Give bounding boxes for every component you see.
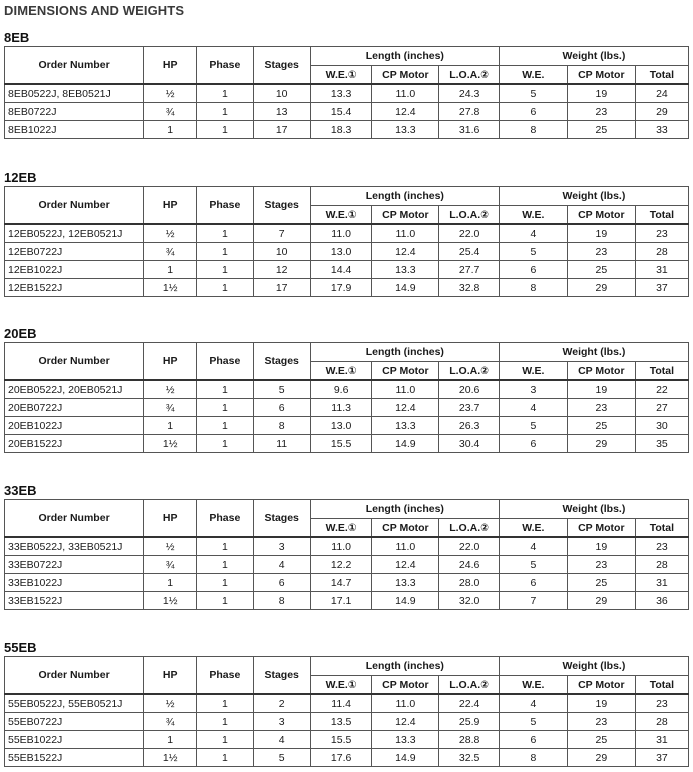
header-hp: HP bbox=[144, 343, 197, 381]
cell-total: 28 bbox=[635, 243, 688, 261]
cell-we-len: 15.5 bbox=[310, 731, 372, 749]
cell-we-wt: 3 bbox=[499, 380, 567, 399]
cell-stages: 5 bbox=[253, 749, 310, 767]
cell-we-wt: 5 bbox=[499, 84, 567, 103]
header-we-length: W.E.① bbox=[310, 66, 372, 85]
cell-loa: 28.0 bbox=[439, 574, 500, 592]
cell-we-len: 11.0 bbox=[310, 537, 372, 556]
header-we-weight: W.E. bbox=[499, 676, 567, 695]
cell-stages: 10 bbox=[253, 243, 310, 261]
header-cp-motor-weight: CP Motor bbox=[567, 206, 635, 225]
section-title: 33EB bbox=[4, 483, 37, 498]
cell-order: 20EB0522J, 20EB0521J bbox=[5, 380, 144, 399]
cell-total: 29 bbox=[635, 103, 688, 121]
header-weight-group: Weight (lbs.) bbox=[499, 657, 688, 676]
cell-stages: 7 bbox=[253, 224, 310, 243]
cell-we-len: 9.6 bbox=[310, 380, 372, 399]
cell-cp-motor-wt: 23 bbox=[567, 243, 635, 261]
cell-we-len: 13.5 bbox=[310, 713, 372, 731]
header-cp-motor-weight: CP Motor bbox=[567, 362, 635, 381]
header-order-number: Order Number bbox=[5, 47, 144, 85]
cell-total: 37 bbox=[635, 279, 688, 297]
cell-order: 20EB1522J bbox=[5, 435, 144, 453]
cell-order: 12EB0522J, 12EB0521J bbox=[5, 224, 144, 243]
cell-cp-motor-wt: 19 bbox=[567, 537, 635, 556]
cell-loa: 20.6 bbox=[439, 380, 500, 399]
cell-total: 33 bbox=[635, 121, 688, 139]
cell-hp: ½ bbox=[144, 224, 197, 243]
header-cp-motor-length: CP Motor bbox=[372, 519, 439, 538]
cell-cp-motor-len: 11.0 bbox=[372, 537, 439, 556]
header-cp-motor-length: CP Motor bbox=[372, 676, 439, 695]
cell-stages: 10 bbox=[253, 84, 310, 103]
cell-cp-motor-wt: 23 bbox=[567, 103, 635, 121]
cell-hp: 1 bbox=[144, 261, 197, 279]
cell-cp-motor-wt: 25 bbox=[567, 121, 635, 139]
header-phase: Phase bbox=[197, 47, 253, 85]
header-we-weight: W.E. bbox=[499, 66, 567, 85]
cell-order: 12EB0722J bbox=[5, 243, 144, 261]
cell-phase: 1 bbox=[197, 121, 253, 139]
cell-hp: 1 bbox=[144, 417, 197, 435]
header-loa: L.O.A.② bbox=[439, 362, 500, 381]
header-length-group: Length (inches) bbox=[310, 47, 499, 66]
cell-we-wt: 8 bbox=[499, 121, 567, 139]
cell-cp-motor-len: 14.9 bbox=[372, 749, 439, 767]
cell-we-len: 13.0 bbox=[310, 243, 372, 261]
cell-we-len: 12.2 bbox=[310, 556, 372, 574]
header-cp-motor-length: CP Motor bbox=[372, 66, 439, 85]
cell-order: 20EB1022J bbox=[5, 417, 144, 435]
cell-we-len: 18.3 bbox=[310, 121, 372, 139]
cell-loa: 32.8 bbox=[439, 279, 500, 297]
cell-stages: 12 bbox=[253, 261, 310, 279]
cell-we-len: 14.4 bbox=[310, 261, 372, 279]
header-total: Total bbox=[635, 66, 688, 85]
header-length-group: Length (inches) bbox=[310, 500, 499, 519]
cell-loa: 26.3 bbox=[439, 417, 500, 435]
cell-we-wt: 6 bbox=[499, 435, 567, 453]
cell-phase: 1 bbox=[197, 261, 253, 279]
cell-total: 30 bbox=[635, 417, 688, 435]
cell-cp-motor-wt: 25 bbox=[567, 417, 635, 435]
cell-loa: 27.8 bbox=[439, 103, 500, 121]
cell-phase: 1 bbox=[197, 279, 253, 297]
header-stages: Stages bbox=[253, 657, 310, 695]
cell-total: 31 bbox=[635, 574, 688, 592]
header-cp-motor-length: CP Motor bbox=[372, 206, 439, 225]
header-phase: Phase bbox=[197, 343, 253, 381]
cell-stages: 3 bbox=[253, 537, 310, 556]
cell-hp: ½ bbox=[144, 84, 197, 103]
cell-loa: 25.4 bbox=[439, 243, 500, 261]
header-hp: HP bbox=[144, 187, 197, 225]
cell-order: 12EB1022J bbox=[5, 261, 144, 279]
header-stages: Stages bbox=[253, 187, 310, 225]
section-33eb bbox=[4, 482, 689, 610]
cell-cp-motor-len: 12.4 bbox=[372, 103, 439, 121]
header-stages: Stages bbox=[253, 47, 310, 85]
header-weight-group: Weight (lbs.) bbox=[499, 500, 688, 519]
header-order-number: Order Number bbox=[5, 187, 144, 225]
cell-stages: 2 bbox=[253, 694, 310, 713]
cell-order: 8EB1022J bbox=[5, 121, 144, 139]
spec-table bbox=[4, 656, 689, 767]
table-row bbox=[5, 694, 689, 713]
header-loa: L.O.A.② bbox=[439, 676, 500, 695]
cell-total: 28 bbox=[635, 556, 688, 574]
cell-total: 31 bbox=[635, 731, 688, 749]
section-55eb bbox=[4, 639, 689, 767]
cell-hp: 1½ bbox=[144, 749, 197, 767]
cell-loa: 32.5 bbox=[439, 749, 500, 767]
cell-hp: ½ bbox=[144, 694, 197, 713]
header-hp: HP bbox=[144, 47, 197, 85]
cell-we-len: 15.5 bbox=[310, 435, 372, 453]
cell-cp-motor-len: 11.0 bbox=[372, 84, 439, 103]
cell-order: 8EB0522J, 8EB0521J bbox=[5, 84, 144, 103]
cell-order: 33EB1522J bbox=[5, 592, 144, 610]
cell-loa: 27.7 bbox=[439, 261, 500, 279]
cell-hp: ¾ bbox=[144, 243, 197, 261]
cell-we-wt: 4 bbox=[499, 694, 567, 713]
table-row bbox=[5, 749, 689, 767]
cell-we-len: 17.6 bbox=[310, 749, 372, 767]
cell-cp-motor-wt: 29 bbox=[567, 592, 635, 610]
cell-loa: 24.6 bbox=[439, 556, 500, 574]
cell-cp-motor-wt: 19 bbox=[567, 224, 635, 243]
header-length-group: Length (inches) bbox=[310, 657, 499, 676]
table-row bbox=[5, 261, 689, 279]
table-row bbox=[5, 574, 689, 592]
header-total: Total bbox=[635, 676, 688, 695]
header-loa: L.O.A.② bbox=[439, 66, 500, 85]
cell-phase: 1 bbox=[197, 84, 253, 103]
cell-we-len: 17.1 bbox=[310, 592, 372, 610]
table-row bbox=[5, 713, 689, 731]
cell-hp: 1 bbox=[144, 121, 197, 139]
section-title: 12EB bbox=[4, 170, 37, 185]
cell-cp-motor-len: 12.4 bbox=[372, 713, 439, 731]
cell-hp: ½ bbox=[144, 537, 197, 556]
cell-order: 55EB0522J, 55EB0521J bbox=[5, 694, 144, 713]
cell-total: 23 bbox=[635, 224, 688, 243]
table-row bbox=[5, 556, 689, 574]
cell-phase: 1 bbox=[197, 224, 253, 243]
cell-we-wt: 5 bbox=[499, 713, 567, 731]
header-weight-group: Weight (lbs.) bbox=[499, 47, 688, 66]
cell-loa: 22.0 bbox=[439, 537, 500, 556]
cell-hp: ½ bbox=[144, 380, 197, 399]
cell-phase: 1 bbox=[197, 592, 253, 610]
cell-stages: 5 bbox=[253, 380, 310, 399]
cell-stages: 17 bbox=[253, 279, 310, 297]
cell-order: 33EB0522J, 33EB0521J bbox=[5, 537, 144, 556]
cell-phase: 1 bbox=[197, 537, 253, 556]
section-title: 20EB bbox=[4, 326, 37, 341]
cell-hp: ¾ bbox=[144, 399, 197, 417]
cell-stages: 6 bbox=[253, 399, 310, 417]
cell-loa: 25.9 bbox=[439, 713, 500, 731]
cell-stages: 11 bbox=[253, 435, 310, 453]
header-weight-group: Weight (lbs.) bbox=[499, 343, 688, 362]
cell-loa: 32.0 bbox=[439, 592, 500, 610]
table-row bbox=[5, 537, 689, 556]
cell-we-wt: 6 bbox=[499, 731, 567, 749]
cell-stages: 3 bbox=[253, 713, 310, 731]
cell-cp-motor-len: 11.0 bbox=[372, 694, 439, 713]
cell-we-len: 13.3 bbox=[310, 84, 372, 103]
header-total: Total bbox=[635, 362, 688, 381]
cell-total: 22 bbox=[635, 380, 688, 399]
cell-phase: 1 bbox=[197, 556, 253, 574]
cell-we-wt: 6 bbox=[499, 103, 567, 121]
header-loa: L.O.A.② bbox=[439, 519, 500, 538]
table-row bbox=[5, 103, 689, 121]
header-hp: HP bbox=[144, 500, 197, 538]
cell-hp: ¾ bbox=[144, 103, 197, 121]
cell-cp-motor-wt: 19 bbox=[567, 694, 635, 713]
cell-hp: ¾ bbox=[144, 556, 197, 574]
cell-stages: 17 bbox=[253, 121, 310, 139]
cell-cp-motor-len: 13.3 bbox=[372, 574, 439, 592]
header-cp-motor-weight: CP Motor bbox=[567, 676, 635, 695]
cell-cp-motor-wt: 19 bbox=[567, 84, 635, 103]
cell-phase: 1 bbox=[197, 731, 253, 749]
table-row bbox=[5, 84, 689, 103]
cell-we-wt: 6 bbox=[499, 574, 567, 592]
cell-loa: 28.8 bbox=[439, 731, 500, 749]
cell-stages: 13 bbox=[253, 103, 310, 121]
cell-we-wt: 7 bbox=[499, 592, 567, 610]
cell-cp-motor-len: 12.4 bbox=[372, 556, 439, 574]
cell-cp-motor-wt: 29 bbox=[567, 435, 635, 453]
cell-hp: 1 bbox=[144, 731, 197, 749]
cell-we-len: 13.0 bbox=[310, 417, 372, 435]
cell-phase: 1 bbox=[197, 435, 253, 453]
cell-order: 12EB1522J bbox=[5, 279, 144, 297]
cell-cp-motor-len: 13.3 bbox=[372, 121, 439, 139]
cell-total: 35 bbox=[635, 435, 688, 453]
cell-cp-motor-wt: 29 bbox=[567, 749, 635, 767]
cell-stages: 8 bbox=[253, 417, 310, 435]
cell-cp-motor-len: 13.3 bbox=[372, 731, 439, 749]
cell-we-wt: 4 bbox=[499, 537, 567, 556]
table-row bbox=[5, 731, 689, 749]
cell-cp-motor-len: 14.9 bbox=[372, 279, 439, 297]
header-we-length: W.E.① bbox=[310, 206, 372, 225]
section-title: 55EB bbox=[4, 640, 37, 655]
header-order-number: Order Number bbox=[5, 343, 144, 381]
table-row bbox=[5, 435, 689, 453]
cell-we-wt: 5 bbox=[499, 556, 567, 574]
cell-loa: 31.6 bbox=[439, 121, 500, 139]
cell-cp-motor-wt: 19 bbox=[567, 380, 635, 399]
table-row bbox=[5, 224, 689, 243]
cell-hp: 1½ bbox=[144, 592, 197, 610]
cell-hp: 1½ bbox=[144, 279, 197, 297]
table-row bbox=[5, 417, 689, 435]
header-we-length: W.E.① bbox=[310, 676, 372, 695]
cell-order: 33EB0722J bbox=[5, 556, 144, 574]
header-loa: L.O.A.② bbox=[439, 206, 500, 225]
cell-total: 36 bbox=[635, 592, 688, 610]
cell-phase: 1 bbox=[197, 417, 253, 435]
cell-we-wt: 8 bbox=[499, 279, 567, 297]
cell-cp-motor-wt: 25 bbox=[567, 574, 635, 592]
header-we-weight: W.E. bbox=[499, 206, 567, 225]
section-12eb bbox=[4, 169, 689, 297]
cell-phase: 1 bbox=[197, 694, 253, 713]
section-8eb bbox=[4, 29, 689, 139]
cell-phase: 1 bbox=[197, 380, 253, 399]
header-weight-group: Weight (lbs.) bbox=[499, 187, 688, 206]
cell-total: 31 bbox=[635, 261, 688, 279]
header-length-group: Length (inches) bbox=[310, 187, 499, 206]
header-cp-motor-length: CP Motor bbox=[372, 362, 439, 381]
header-phase: Phase bbox=[197, 500, 253, 538]
header-we-weight: W.E. bbox=[499, 519, 567, 538]
header-we-weight: W.E. bbox=[499, 362, 567, 381]
cell-stages: 8 bbox=[253, 592, 310, 610]
cell-order: 55EB0722J bbox=[5, 713, 144, 731]
cell-cp-motor-wt: 25 bbox=[567, 261, 635, 279]
cell-hp: 1½ bbox=[144, 435, 197, 453]
cell-total: 37 bbox=[635, 749, 688, 767]
header-total: Total bbox=[635, 206, 688, 225]
cell-cp-motor-len: 12.4 bbox=[372, 399, 439, 417]
header-hp: HP bbox=[144, 657, 197, 695]
cell-phase: 1 bbox=[197, 749, 253, 767]
cell-cp-motor-wt: 23 bbox=[567, 713, 635, 731]
cell-stages: 6 bbox=[253, 574, 310, 592]
cell-cp-motor-len: 11.0 bbox=[372, 224, 439, 243]
cell-total: 23 bbox=[635, 694, 688, 713]
cell-phase: 1 bbox=[197, 574, 253, 592]
cell-phase: 1 bbox=[197, 243, 253, 261]
header-we-length: W.E.① bbox=[310, 519, 372, 538]
page-title: DIMENSIONS AND WEIGHTS bbox=[4, 3, 185, 18]
cell-order: 20EB0722J bbox=[5, 399, 144, 417]
cell-loa: 22.0 bbox=[439, 224, 500, 243]
header-phase: Phase bbox=[197, 657, 253, 695]
cell-hp: ¾ bbox=[144, 713, 197, 731]
cell-order: 55EB1022J bbox=[5, 731, 144, 749]
cell-stages: 4 bbox=[253, 556, 310, 574]
cell-total: 27 bbox=[635, 399, 688, 417]
cell-we-wt: 8 bbox=[499, 749, 567, 767]
cell-order: 33EB1022J bbox=[5, 574, 144, 592]
section-20eb bbox=[4, 325, 689, 453]
table-row bbox=[5, 279, 689, 297]
cell-cp-motor-wt: 23 bbox=[567, 399, 635, 417]
cell-we-len: 15.4 bbox=[310, 103, 372, 121]
cell-we-len: 11.4 bbox=[310, 694, 372, 713]
cell-we-len: 14.7 bbox=[310, 574, 372, 592]
cell-cp-motor-wt: 23 bbox=[567, 556, 635, 574]
cell-loa: 30.4 bbox=[439, 435, 500, 453]
section-title: 8EB bbox=[4, 30, 30, 45]
cell-phase: 1 bbox=[197, 103, 253, 121]
table-row bbox=[5, 243, 689, 261]
header-phase: Phase bbox=[197, 187, 253, 225]
spec-table bbox=[4, 186, 689, 297]
header-stages: Stages bbox=[253, 500, 310, 538]
cell-total: 24 bbox=[635, 84, 688, 103]
header-order-number: Order Number bbox=[5, 500, 144, 538]
spec-table bbox=[4, 46, 689, 139]
header-cp-motor-weight: CP Motor bbox=[567, 519, 635, 538]
cell-loa: 24.3 bbox=[439, 84, 500, 103]
cell-cp-motor-len: 13.3 bbox=[372, 261, 439, 279]
header-total: Total bbox=[635, 519, 688, 538]
cell-phase: 1 bbox=[197, 713, 253, 731]
cell-phase: 1 bbox=[197, 399, 253, 417]
cell-loa: 23.7 bbox=[439, 399, 500, 417]
cell-we-len: 11.0 bbox=[310, 224, 372, 243]
table-row bbox=[5, 380, 689, 399]
cell-cp-motor-len: 14.9 bbox=[372, 592, 439, 610]
cell-we-wt: 6 bbox=[499, 261, 567, 279]
cell-we-len: 11.3 bbox=[310, 399, 372, 417]
cell-order: 8EB0722J bbox=[5, 103, 144, 121]
table-row bbox=[5, 399, 689, 417]
header-cp-motor-weight: CP Motor bbox=[567, 66, 635, 85]
cell-we-wt: 4 bbox=[499, 399, 567, 417]
spec-table bbox=[4, 499, 689, 610]
header-length-group: Length (inches) bbox=[310, 343, 499, 362]
spec-table bbox=[4, 342, 689, 453]
cell-hp: 1 bbox=[144, 574, 197, 592]
cell-cp-motor-len: 13.3 bbox=[372, 417, 439, 435]
header-order-number: Order Number bbox=[5, 657, 144, 695]
cell-cp-motor-len: 11.0 bbox=[372, 380, 439, 399]
cell-we-wt: 5 bbox=[499, 243, 567, 261]
table-row bbox=[5, 592, 689, 610]
cell-stages: 4 bbox=[253, 731, 310, 749]
cell-loa: 22.4 bbox=[439, 694, 500, 713]
cell-cp-motor-wt: 25 bbox=[567, 731, 635, 749]
cell-total: 23 bbox=[635, 537, 688, 556]
cell-we-wt: 5 bbox=[499, 417, 567, 435]
cell-cp-motor-len: 12.4 bbox=[372, 243, 439, 261]
header-stages: Stages bbox=[253, 343, 310, 381]
cell-we-len: 17.9 bbox=[310, 279, 372, 297]
cell-cp-motor-len: 14.9 bbox=[372, 435, 439, 453]
cell-order: 55EB1522J bbox=[5, 749, 144, 767]
cell-cp-motor-wt: 29 bbox=[567, 279, 635, 297]
cell-total: 28 bbox=[635, 713, 688, 731]
cell-we-wt: 4 bbox=[499, 224, 567, 243]
table-row bbox=[5, 121, 689, 139]
header-we-length: W.E.① bbox=[310, 362, 372, 381]
